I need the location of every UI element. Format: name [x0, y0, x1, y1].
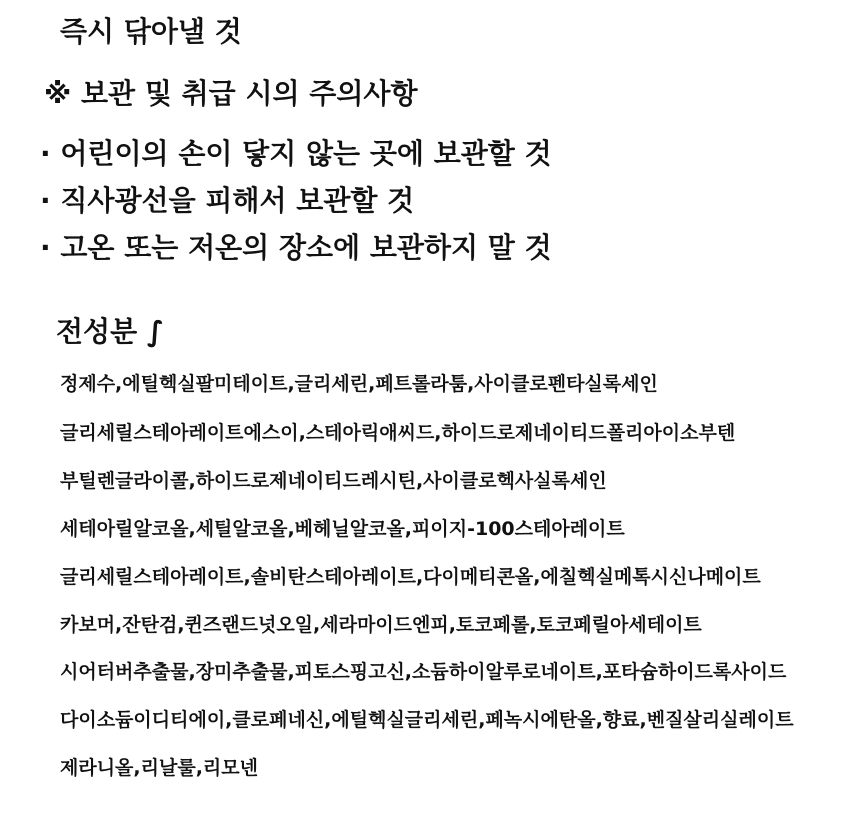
caution-item: · 직사광선을 피해서 보관할 것: [40, 184, 415, 217]
caution-item: · 어린이의 손이 닿지 않는 곳에 보관할 것: [40, 137, 552, 170]
ingredient-line: 글리세릴스테아레이트에스이,스테아릭애씨드,하이드로제네이티드폴리아이소부텐: [60, 422, 736, 444]
instruction-line: 즉시 닦아낼 것: [60, 15, 242, 48]
ingredient-line: 다이소듐이디티에이,클로페네신,에틸헥실글리세린,페녹시에탄올,향료,벤질살리실레이트: [60, 709, 794, 731]
ingredients-title: 전성분 ∫: [56, 315, 164, 348]
caution-item: · 고온 또는 저온의 장소에 보관하지 말 것: [40, 231, 552, 264]
ingredient-line: 부틸렌글라이콜,하이드로제네이티드레시틴,사이클로헥사실록세인: [60, 470, 607, 492]
ingredient-line: 세테아릴알코올,세틸알코올,베헤닐알코올,피이지-100스테아레이트: [60, 518, 625, 540]
ingredient-line: 글리세릴스테아레이트,솔비탄스테아레이트,다이메티콘올,에칠헥실메톡시신나메이트: [60, 566, 761, 588]
ingredient-line: 제라니올,리날룰,리모넨: [60, 757, 258, 779]
ingredient-line: 시어터버추출물,장미추출물,피토스핑고신,소듐하이알루로네이트,포타슘하이드록사이드: [60, 661, 787, 683]
ingredient-line: 정제수,에틸헥실팔미테이트,글리세린,페트롤라툼,사이클로펜타실록세인: [60, 373, 658, 395]
caution-title: ※ 보관 및 취급 시의 주의사항: [44, 77, 418, 110]
ingredient-line: 카보머,잔탄검,퀸즈랜드넛오일,세라마이드엔피,토코페롤,토코페릴아세테이트: [60, 614, 702, 636]
